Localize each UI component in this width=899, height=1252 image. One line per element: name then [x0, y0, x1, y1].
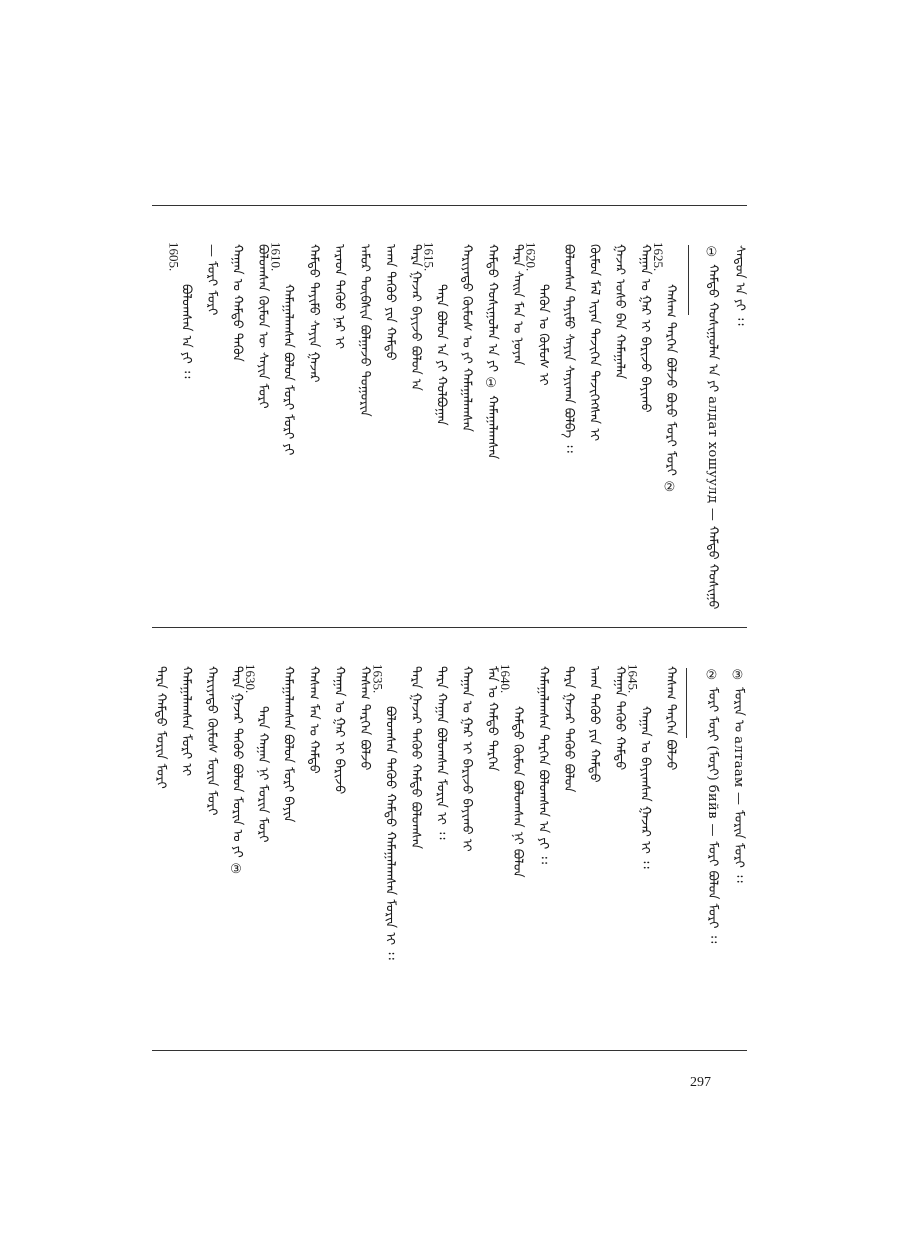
verse-line	[498, 664, 529, 1031]
verse-line	[505, 244, 529, 609]
verse-line	[582, 244, 606, 609]
verse-text: ᠠᠮᠤᠷ ᠲᠦᠪᠰᠢᠨ ᠪᠣᠯᠭᠠᠵᠤ ᠲᠣᠭᠣᠷᠢᠨ	[357, 244, 372, 417]
verse-line	[658, 666, 682, 1031]
verse-text: ᠪᠣᠯᠤᠭᠰᠠᠨ ᠳᠡᠭᠦᠦ ᠬᠠᠮᠲᠤ ᠬᠠᠮᠠᠭᠠᠯᠠᠭᠰᠠᠨ ᠮᠣᠷᠢᠨ ᠢ ᠄᠄	[382, 706, 398, 960]
line-number: 1630.	[243, 664, 258, 694]
verse-text: ᠲᠡᠷᠡ ᠬᠠᠭᠠᠨ ᠨᠢ ᠮᠣᠷᠢᠨ ᠮᠣᠷᠢ	[255, 706, 270, 843]
verse-text: ᠠᠬᠠ ᠳᠡᠭᠦᠦ ᠶᠢᠨ ᠬᠠᠮᠲᠤ	[382, 244, 398, 361]
verse-line	[301, 666, 325, 1031]
footnote-reference: ②	[663, 480, 678, 496]
verse-text: — ᠮᠣᠷᠢ ᠮᠣᠷᠢ	[204, 244, 219, 316]
verse-text: ᠲᠡᠷᠡ ᠰᠠᠢᠨ ᠮᠠᠨ ᠤ ᠨᠣᠶᠠᠨ	[510, 244, 525, 366]
verse-text: ᠬᠠᠰᠠᠭ ᠲᠡᠷᠭᠡᠨ ᠪᠣᠯᠵᠤ ᠪᠣᠷᠤ ᠮᠣᠷᠢ ᠮᠣᠷᠢ	[663, 284, 678, 476]
verse-line	[480, 666, 504, 1031]
verse-text: ᠬᠠᠰᠠᠭ ᠲᠡᠷᠭᠡᠨ ᠪᠣᠯᠵᠤ	[663, 666, 678, 771]
verse-line	[403, 244, 427, 609]
line-number: 1605.	[166, 242, 182, 272]
top-rule	[152, 205, 747, 206]
verse-line	[352, 666, 376, 1031]
verse-text: ᠠᠬᠠ ᠳᠡᠭᠦᠦ ᠶᠢᠨ ᠬᠠᠮᠲᠤ	[586, 666, 602, 783]
footnote-marker: ①	[705, 245, 720, 260]
verse-line	[250, 244, 274, 609]
verse-text: ᠲᠡᠷᠡ ᠪᠣᠯᠤᠨ ᠠ ᠶᠢ ᠬᠣᠯᠪᠣᠭᠠᠨ	[433, 284, 449, 426]
verse-line	[148, 666, 172, 1031]
bottom-rule	[152, 1050, 747, 1051]
verse-line	[556, 244, 580, 609]
line-number: 1645.	[625, 664, 641, 694]
verse-line	[651, 242, 682, 609]
verse-line	[370, 664, 402, 1031]
verse-text: ᠭᠠᠵᠠᠷ ᠤᠰᠤ ᠪᠠᠨ ᠬᠠᠮᠠᠭᠠᠯᠠᠨ	[612, 244, 627, 380]
line-number: 1620.	[523, 242, 539, 272]
verse-text: ᠬᠠᠮᠲᠤ ᠬᠦᠮᠦᠨ ᠪᠣᠯᠤᠭᠰᠠᠨ ᠨᠢ ᠪᠣᠯᠤᠨ	[510, 706, 525, 878]
line-number: 1610.	[268, 242, 284, 272]
verse-line	[454, 244, 478, 609]
footnote-text: ᠮᠣᠷᠢᠨ ᠤ алтаам — ᠮᠣᠷᠢᠨ ᠮᠣᠷᠢ ᠄᠄	[731, 687, 746, 883]
verse-line	[166, 242, 198, 609]
verse-line	[276, 666, 300, 1031]
verse-line	[225, 666, 249, 1031]
footnote-reference: ①	[484, 376, 500, 392]
verse-text-continued: ᠬᠠᠮᠠᠭᠠᠯᠠᠭᠰᠠᠨ	[484, 395, 500, 460]
line-number: 1615.	[421, 242, 437, 272]
page-number: 297	[690, 1075, 711, 1090]
verse-line	[607, 244, 631, 609]
verse-line	[556, 666, 580, 1031]
footnote-reference: ③	[229, 861, 245, 877]
verse-text: ᠬᠠᠭᠠᠨ ᠤ ᠭᠠᠷ ᠢ ᠪᠠᠷᠢᠵᠤ ᠪᠠᠶᠢᠬᠤ	[637, 244, 653, 413]
footnote-separator	[688, 245, 689, 315]
line-number: 1635.	[370, 664, 386, 694]
footnote-column	[727, 245, 751, 585]
verse-text: ᠬᠠᠭᠠᠨ ᠤ ᠬᠠᠮᠲᠤ ᠲᠡᠭᠦᠨ	[229, 244, 245, 362]
footnote-column	[726, 668, 750, 998]
footnote-text: ᠬᠠᠮᠲᠤ ᠬᠣᠰᠢᠭᠤᠯᠠᠨ ᠠ ᠶᠢ алдат хошуулд — ᠬᠠᠮᠲᠤ ᠬᠣᠰᠢᠭᠤ	[705, 264, 720, 610]
verse-text: ᠲᠡᠷᠡ ᠬᠠᠮᠲᠤ ᠮᠣᠷᠢᠨ ᠮᠣᠷᠢ	[153, 666, 168, 789]
verse-line	[301, 244, 325, 609]
verse-line	[268, 242, 300, 609]
verse-line	[429, 666, 453, 1031]
verse-line	[523, 242, 555, 609]
verse-text: ᠪᠣᠯᠤᠭᠰᠠᠨ ᠬᠦᠮᠦᠨ ᠦ ᠰᠠᠶᠢᠨ ᠮᠣᠷᠢ	[255, 244, 270, 409]
verse-line	[403, 666, 427, 1031]
verse-text: ᠬᠠᠭᠠᠨ ᠤ ᠭᠠᠷ ᠢ ᠪᠠᠷᠢᠵᠤ	[331, 666, 347, 795]
verse-line	[607, 666, 631, 1031]
verse-text: ᠬᠠᠮᠠᠭᠠᠯᠠᠭᠰᠠᠨ ᠪᠣᠯᠤᠨ ᠮᠣᠷᠢ ᠮᠣᠷᠢ ᠶᠢ	[280, 284, 296, 456]
verse-text: ᠬᠠᠰᠠᠭ ᠲᠡᠷᠭᠡᠨ ᠪᠣᠯᠵᠤ	[357, 666, 372, 771]
verse-line	[199, 244, 223, 609]
verse-line	[531, 666, 555, 1031]
verse-line	[174, 666, 198, 1031]
verse-line	[582, 666, 606, 1031]
verse-text: ᠬᠠᠮᠠᠭᠠᠯᠠᠭᠰᠠᠨ ᠲᠡᠷᠭᠡᠨ ᠪᠣᠯᠤᠭᠰᠠᠨ ᠠ ᠶᠢ ᠄᠄	[535, 666, 551, 864]
verse-line	[421, 242, 453, 609]
verse-line	[199, 666, 223, 1031]
verse-text: ᠪᠣᠯᠤᠭᠰᠠᠨ ᠲᠡᠶᠢᠮᠦ ᠰᠠᠶᠢᠨ ᠰᠠᠶᠢᠬᠠᠨ ᠪᠣᠯᠪᠠ ᠄᠄	[561, 244, 576, 453]
verse-text: ᠲᠡᠷᠡ ᠬᠠᠭᠠᠨ ᠪᠣᠯᠤᠭᠰᠠᠨ ᠮᠣᠷᠢᠨ ᠢ ᠄᠄	[433, 666, 449, 840]
verse-text: ᠲᠡᠷᠡ ᠭᠠᠵᠠᠷ ᠳᠡᠭᠦᠦ ᠬᠠᠮᠲᠤ ᠪᠣᠯᠤᠭᠰᠠᠨ	[408, 666, 423, 850]
verse-text: ᠬᠠᠮᠠᠭᠠᠯᠠᠭᠰᠠᠨ ᠮᠣᠷᠢ ᠢ	[178, 666, 194, 777]
verse-text: ᠲᠡᠷᠡ ᠭᠠᠵᠠᠷ ᠪᠠᠶᠢᠵᠤ ᠪᠣᠯᠤᠨ ᠠ	[408, 244, 423, 391]
line-number: 1640.	[498, 664, 513, 694]
verse-line	[625, 664, 657, 1031]
line-number: 1625.	[651, 242, 666, 272]
verse-text: ᠲᠡᠷᠡ ᠭᠠᠵᠠᠷ ᠳᠡᠭᠦᠦ ᠪᠣᠯᠤᠨ	[561, 666, 576, 793]
verse-text: ᠬᠠᠭᠠᠨ ᠤ ᠪᠠᠶᠢᠭᠰᠠᠨ ᠭᠠᠵᠠᠷ ᠢ ᠄᠄	[637, 706, 653, 869]
verse-text: ᠬᠠᠷᠢᠶᠠᠲᠤ ᠬᠦᠮᠦᠰ ᠮᠣᠷᠢᠨ ᠮᠣᠷᠢ	[204, 666, 219, 816]
verse-line	[378, 244, 402, 609]
footnote-separator	[686, 668, 687, 738]
verse-text: ᠬᠠᠭᠠᠨ ᠤ ᠭᠠᠷ ᠢ ᠪᠠᠷᠢᠵᠤ ᠪᠠᠶᠢᠬᠤ ᠢ	[459, 666, 474, 852]
verse-line	[243, 664, 274, 1031]
verse-text: ᠬᠠᠮᠲᠤ ᠬᠣᠰᠢᠭᠤᠯᠠᠨ ᠠ ᠶᠢ	[484, 244, 500, 373]
verse-text: ᠲᠡᠭᠦᠨ ᠤ ᠬᠦᠮᠦᠰ ᠢ	[535, 284, 551, 386]
verse-text: ᠬᠠᠰᠠᠭ ᠮᠠᠨ ᠤ ᠬᠠᠮᠲᠤ	[306, 666, 321, 774]
verse-text: ᠬᠦᠮᠦᠨ ᠮᠠᠯ ᠢᠶᠠᠨ ᠲᠡᠵᠢᠭᠡᠨ ᠲᠡᠵᠢᠭᠡᠭᠰᠡᠨ ᠢ	[586, 244, 602, 442]
verse-text: ᠬᠠᠭᠠᠨ ᠳᠡᠭᠦᠦ ᠬᠠᠮᠲᠤ	[612, 666, 627, 771]
verse-text: ᠮᠠᠨ ᠤ ᠬᠠᠮᠲᠤ ᠲᠡᠷᠭᠡᠨ	[484, 666, 500, 772]
verse-line	[327, 244, 351, 609]
verse-text: ᠬᠠᠮᠲᠤ ᠲᠡᠶᠢᠮᠦ ᠰᠠᠶᠢᠨ ᠭᠠᠵᠠᠷ	[306, 244, 321, 383]
verse-line	[352, 244, 376, 609]
verse-text: ᠬᠠᠮᠠᠭᠠᠯᠠᠭᠰᠠᠨ ᠪᠣᠯᠤᠨ ᠮᠣᠷᠢ ᠪᠠᠶᠢᠨ	[280, 666, 296, 823]
verse-line	[454, 666, 478, 1031]
footnote-column	[700, 245, 724, 610]
verse-text: ᠠᠷᠠᠳ ᠳᠡᠭᠦᠦ ᠨᠠᠷ ᠢ	[331, 244, 347, 350]
verse-line	[327, 666, 351, 1031]
verse-line	[225, 244, 249, 609]
verse-text: ᠪᠣᠯᠤᠭᠰᠠᠨ ᠠ ᠶᠢ ᠄᠄	[178, 284, 194, 379]
verse-line	[480, 244, 504, 609]
footnote-marker: ②	[705, 668, 720, 683]
footnote-column	[700, 668, 724, 998]
verse-text: ᠬᠠᠷᠢᠶᠠᠲᠤ ᠬᠦᠮᠦᠰ ᠤ ᠶᠢ ᠬᠠᠮᠠᠭᠠᠯᠠᠭᠰᠠᠨ	[459, 244, 474, 432]
footnote-marker: ③	[731, 668, 746, 683]
footnote-text: ᠰᠠᠳᠤᠨ ᠠ ᠶᠢ ᠄᠄	[732, 245, 747, 326]
verse-line	[633, 244, 657, 609]
footnote-text: ᠮᠣᠷᠢ ᠮᠣᠷᠢ (ᠮᠣᠷᠢ) бийв — ᠮᠣᠷᠢ ᠪᠣᠯᠤᠨ ᠮᠣᠷᠢ ᠄᠄	[705, 687, 720, 944]
verse-text: ᠲᠡᠷᠡ ᠭᠠᠵᠠᠷ ᠳᠡᠭᠦᠦ ᠪᠣᠯᠤᠨ ᠮᠣᠷᠢᠨ ᠤ ᠶᠢ	[229, 666, 245, 858]
